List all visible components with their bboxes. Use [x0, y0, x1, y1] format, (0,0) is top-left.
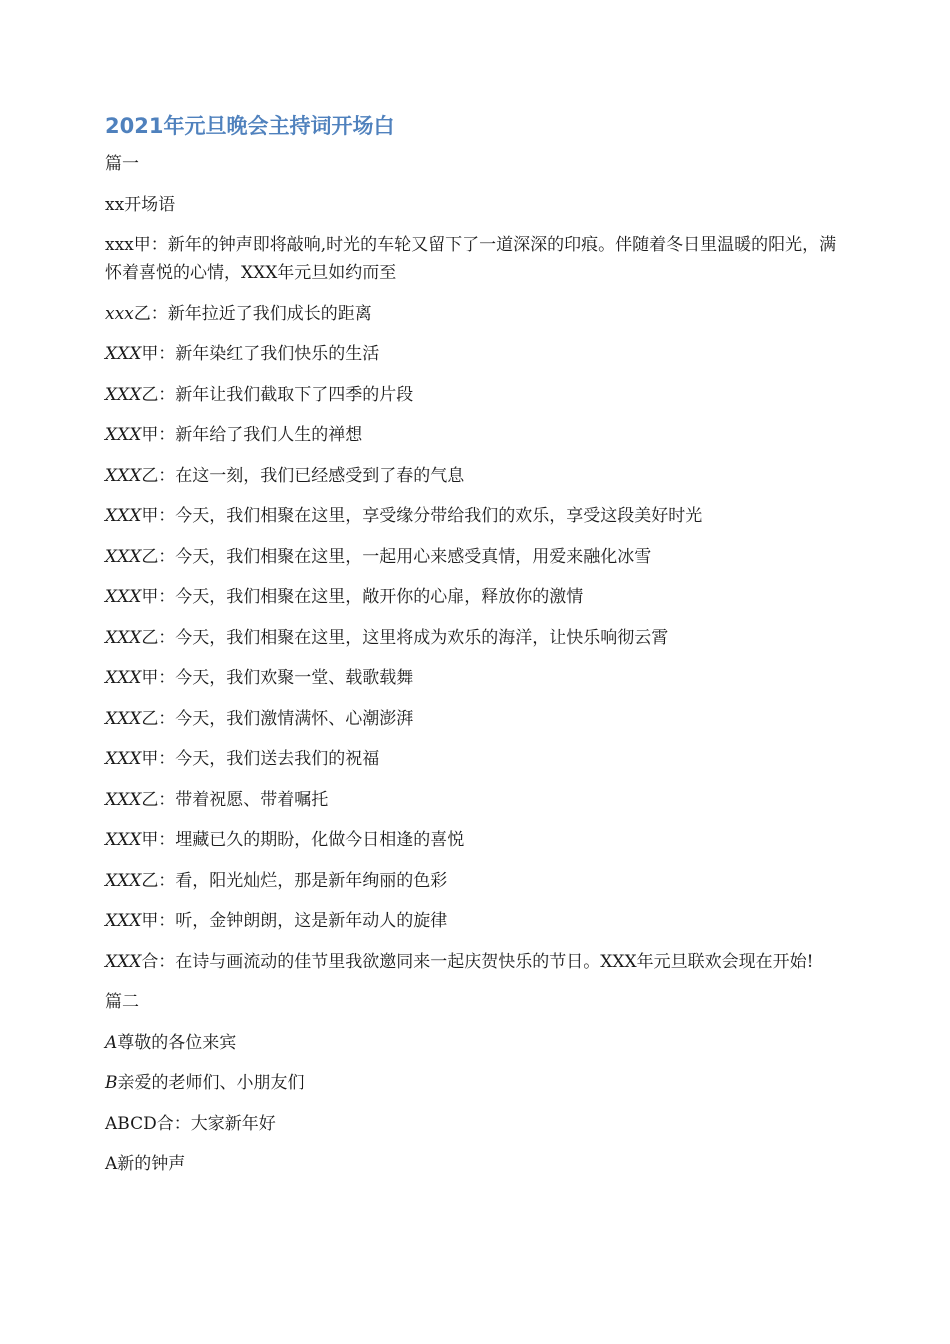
dialogue-line — [105, 826, 850, 854]
speaker-label: XXX — [105, 344, 142, 364]
line-text: 甲：今天，我们相聚在这里，敞开你的心扉，释放你的激情 — [141, 587, 584, 607]
dialogue-line — [105, 867, 850, 895]
line-text: A新的钟声 — [105, 1154, 186, 1174]
speaker-label: XXX — [105, 587, 142, 607]
speaker-label: XXX — [105, 708, 142, 729]
line-text: 甲：今天，我们欢聚一堂、载歌载舞 — [141, 668, 414, 688]
speaker-label: XXX — [105, 425, 142, 445]
line-text: ABCD合：大家新年好 — [105, 1113, 276, 1134]
dialogue-line — [105, 502, 850, 530]
line-text: xx开场语 — [105, 194, 176, 215]
dialogue-line — [105, 191, 850, 219]
line-text: 尊敬的各位来宾 — [117, 1032, 237, 1053]
dialogue-line — [105, 745, 850, 773]
dialogue-line — [105, 543, 850, 571]
dialogue-line — [105, 1029, 850, 1057]
dialogue-line — [105, 300, 850, 328]
speaker-label: XXX — [105, 789, 142, 810]
dialogue-line — [105, 1110, 850, 1138]
dialogue-line — [105, 1150, 850, 1178]
speaker-label: XXX — [105, 627, 142, 648]
line-text: xxx甲：新年的钟声即将敲响,时光的车轮又留下了一道深深的印痕。伴随着冬日里温暖的阳光，满怀着喜悦的心情，XXX年元旦如约而至 — [105, 235, 837, 283]
speaker-label: XXX — [105, 506, 142, 526]
dialogue-line — [105, 786, 850, 814]
speaker-label: B — [105, 1073, 118, 1093]
line-text: 乙：今天，我们激情满怀、心潮澎湃 — [141, 708, 414, 729]
line-text: 甲：新年染红了我们快乐的生活 — [141, 344, 380, 364]
dialogue-line — [105, 948, 850, 976]
line-text: 乙：今天，我们相聚在这里，这里将成为欢乐的海洋，让快乐响彻云霄 — [141, 627, 669, 648]
line-text: 乙：新年让我们截取下了四季的片段 — [141, 384, 414, 405]
speaker-label: XXX — [105, 546, 142, 567]
dialogue-line — [105, 381, 850, 409]
dialogue-line — [105, 705, 850, 733]
speaker-label: XXX — [105, 384, 142, 405]
dialogue-line — [105, 907, 850, 935]
speaker-label: A — [105, 1032, 118, 1053]
dialogue-line — [105, 231, 850, 287]
speaker-label: XXX — [105, 830, 142, 850]
speaker-label: XXX — [105, 668, 142, 688]
dialogue-line — [105, 624, 850, 652]
line-text: 乙：新年拉近了我们成长的距离 — [133, 303, 372, 324]
line-text: 甲：新年给了我们人生的禅想 — [141, 425, 363, 445]
section-heading: 篇一 — [105, 154, 139, 174]
document-page — [105, 108, 850, 1191]
dialogue-line — [105, 664, 850, 692]
line-text: 亲爱的老师们、小朋友们 — [117, 1073, 305, 1093]
document-body — [105, 150, 850, 1178]
line-text: 甲：听，金钟朗朗，这是新年动人的旋律 — [141, 911, 448, 931]
line-text: 甲：今天，我们相聚在这里，享受缘分带给我们的欢乐，享受这段美好时光 — [141, 506, 703, 526]
speaker-label: XXX — [105, 465, 142, 486]
line-text: 乙：今天，我们相聚在这里，一起用心来感受真情，用爱来融化冰雪 — [141, 546, 652, 567]
document-title: 2021年元旦晚会主持词开场白 — [105, 114, 395, 138]
line-text: 乙：在这一刻，我们已经感受到了春的气息 — [141, 465, 465, 486]
speaker-label: XXX — [105, 951, 142, 972]
line-text: 甲：埋藏已久的期盼，化做今日相逢的喜悦 — [141, 830, 465, 850]
dialogue-line — [105, 340, 850, 368]
dialogue-line — [105, 421, 850, 449]
line-text: 合：在诗与画流动的佳节里我欲邀同来一起庆贺快乐的节日。XXX年元旦联欢会现在开始! — [141, 951, 814, 972]
speaker-label: xxx — [105, 303, 134, 324]
line-text: 甲：今天，我们送去我们的祝福 — [141, 749, 380, 769]
speaker-label: XXX — [105, 870, 142, 891]
dialogue-line — [105, 462, 850, 490]
line-text: 乙：带着祝愿、带着嘱托 — [141, 789, 329, 810]
dialogue-line — [105, 583, 850, 611]
speaker-label: XXX — [105, 911, 142, 931]
section-heading: 篇二 — [105, 992, 139, 1012]
line-text: 乙：看，阳光灿烂，那是新年绚丽的色彩 — [141, 870, 448, 891]
speaker-label: XXX — [105, 749, 142, 769]
dialogue-line — [105, 1069, 850, 1097]
